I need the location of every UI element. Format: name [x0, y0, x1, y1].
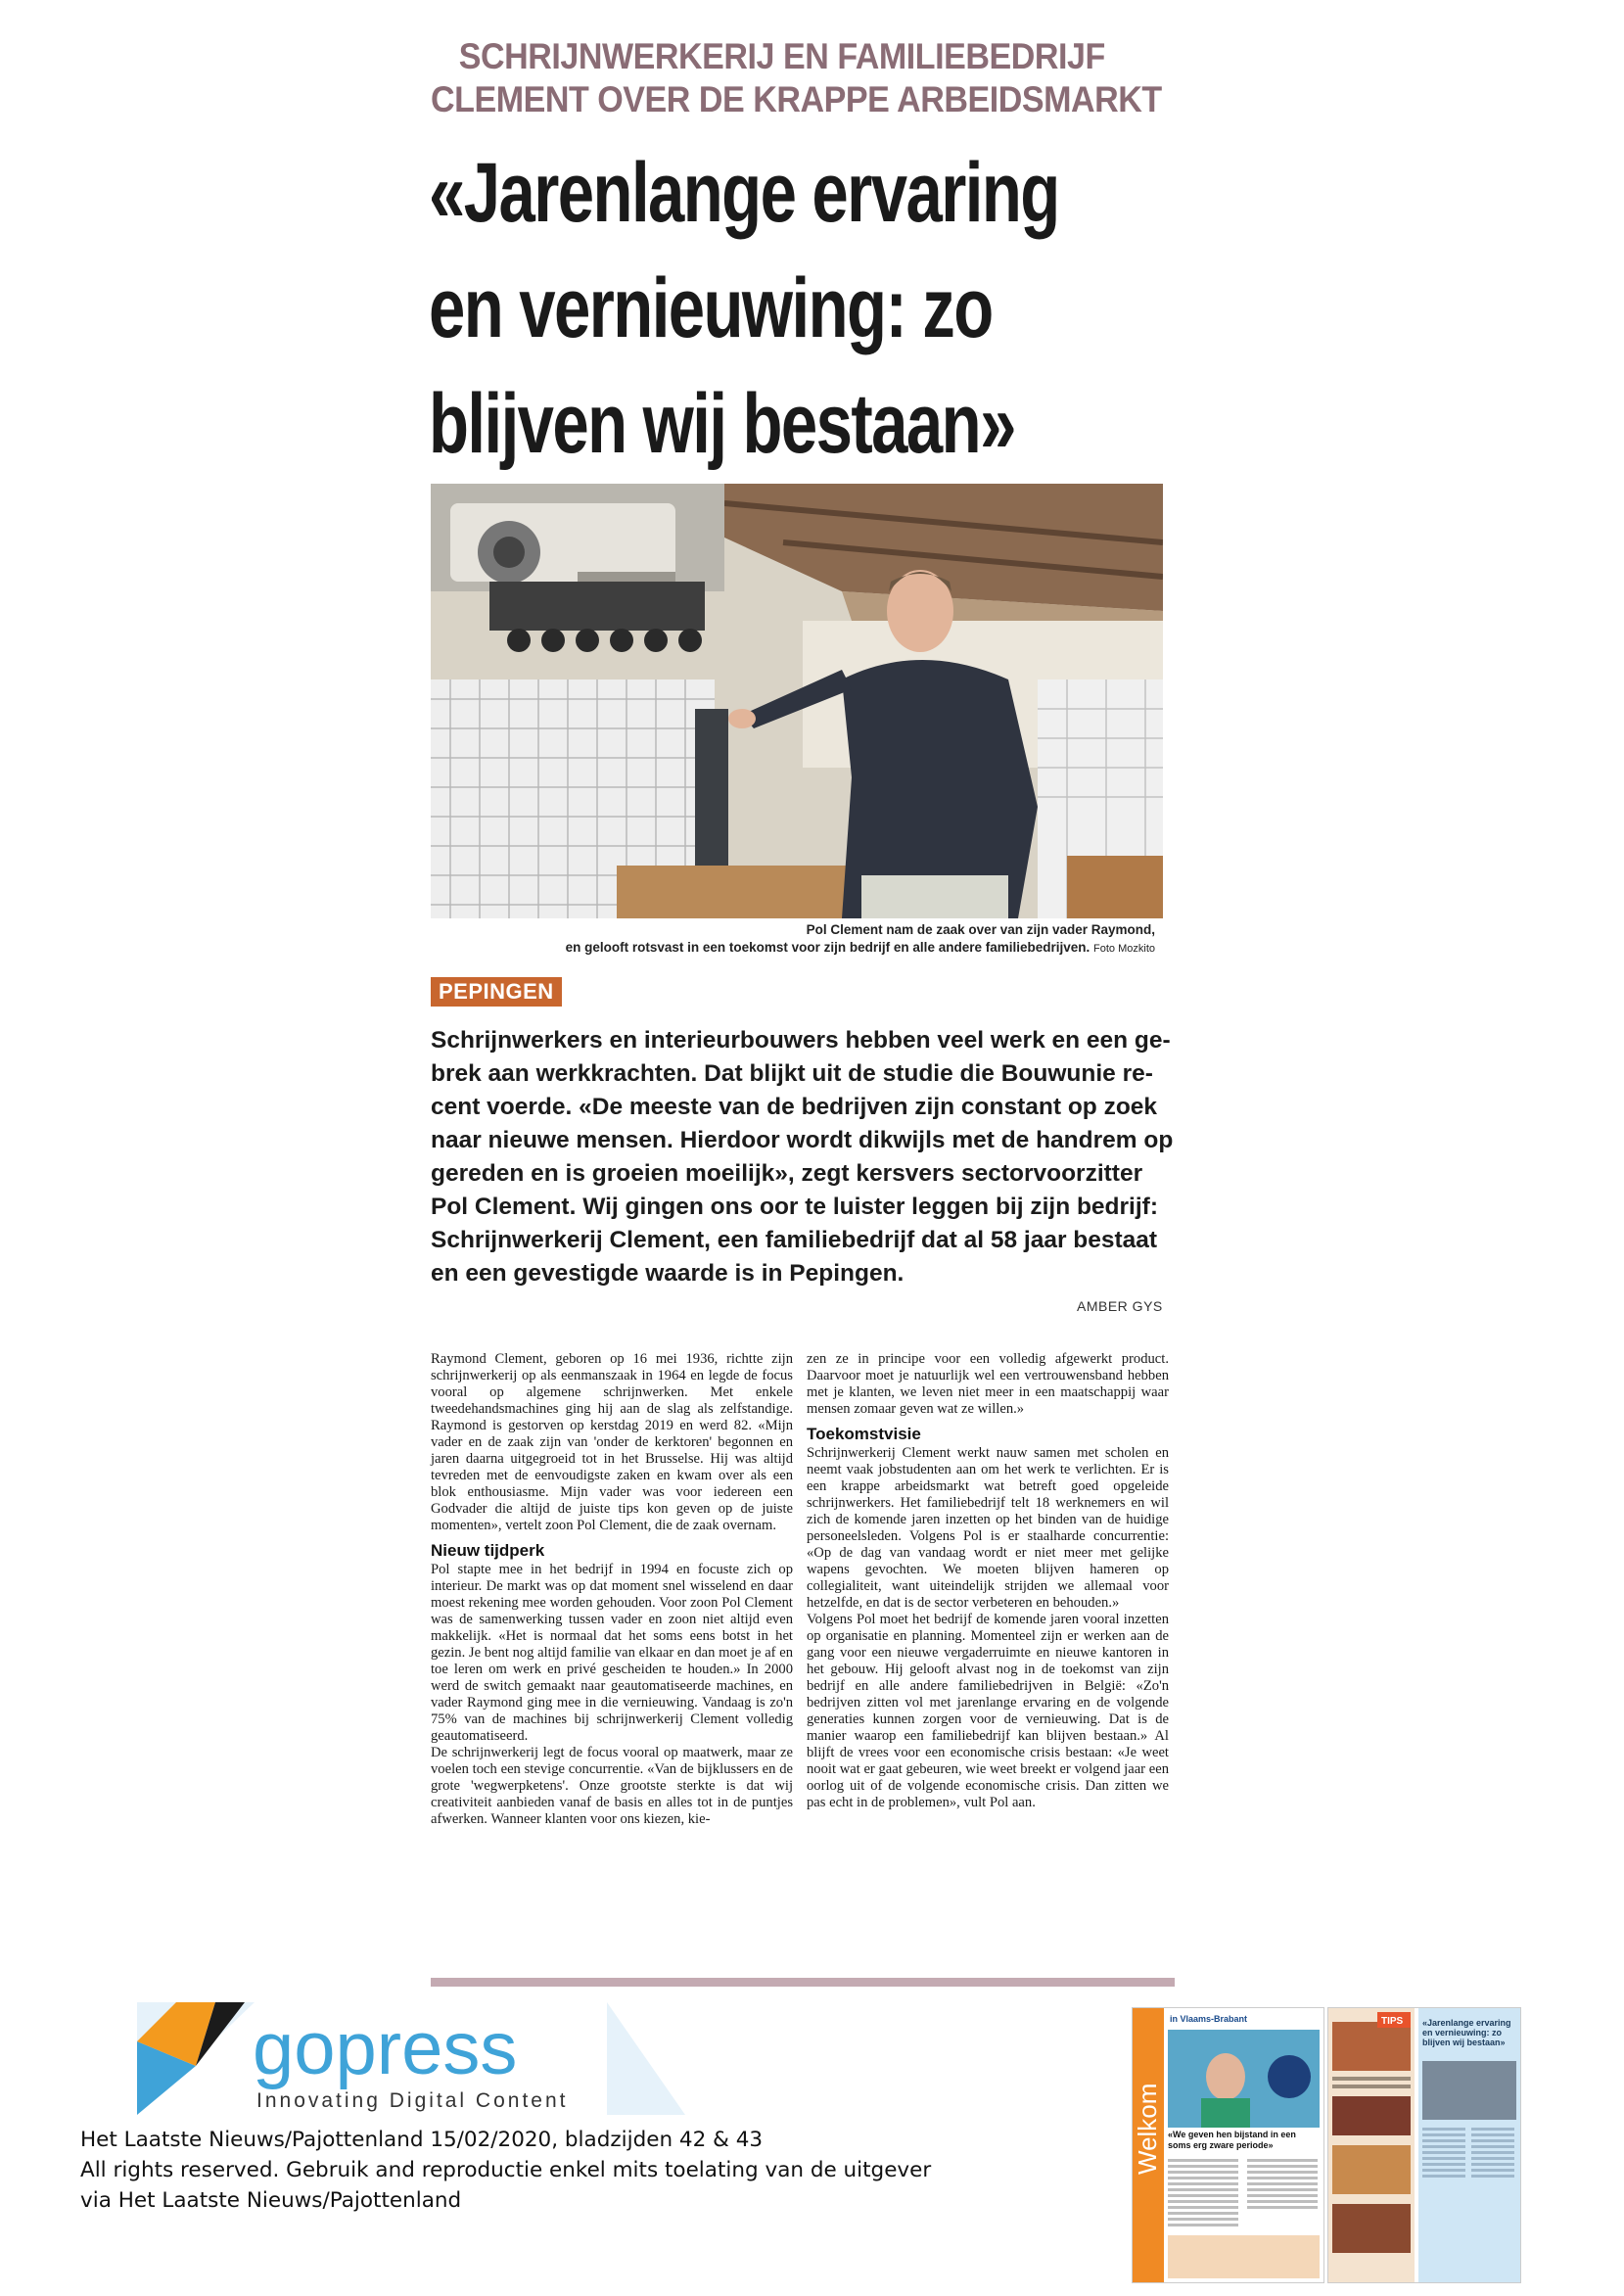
footer-line: All rights reserved. Gebruik and reproductie enkel mits toelating van de uitgever — [80, 2158, 932, 2182]
bottom-divider — [431, 1978, 1175, 1987]
lead-line: Pol Clement. Wij gingen ons oor te luister leggen bij zijn bedrijf: — [431, 1194, 1158, 1220]
article-photo — [431, 484, 1163, 918]
lead-line: gereden en is groeien moeilijk», zegt kersvers sectorvoorzitter — [431, 1160, 1143, 1187]
page-thumbnail-42[interactable] — [1132, 2007, 1324, 2283]
kicker-line-1: SCHRIJNWERKERIJ EN FAMILIEBEDRIJF — [458, 36, 1105, 76]
body-column-1 — [431, 1351, 793, 1828]
body-paragraph: Pol stapte mee in het bedrijf in 1994 en focuste zich op interieur. De markt was op dat moment snel wisselend en daar moest rekening mee worden gehouden. Voor zoon Pol Clement was de samenwerking tussen vader en zoon niet altijd even makkelijk. «Het is normaal dat het soms eens botst in het gezin. Je bent nog altijd familie van elkaar en dan moet je af en toe leren om werk en privé gescheiden te houden.» In 2000 werd de switch gemaakt naar geautomatiseerde machines, en vader Raymond ging mee in die vernieuwing. Vandaag is zo'n 75% van de machines bij schrijnwerkerij Clement volledig geautomatiseerd. — [431, 1562, 793, 1744]
caption-line-2 — [411, 939, 1155, 958]
lead-line: cent voerde. «De meeste van de bedrijven zijn constant op zoek — [431, 1094, 1158, 1120]
body-paragraph: Volgens Pol moet het bedrijf de komende jaren vooral inzetten op organisatie en planning. Momenteel zijn er werken aan de gang voor een nieuwe vergaderruimte en nieuwe kantoren in het gebouw. Hij gelooft alvast nog in de toekomst van zijn bedrijf en alle andere familiebedrijven in België: «Zo'n bedrijven zitten vol met jarenlange ervaring en de volgende generaties kunnen zorgen voor de vernieuwing. Dat is de manier waarop een familiebedrijf kan blijven bestaan.» Al blijft de vrees voor een economische crisis bestaan: «Je weet nooit wat er gaat gebeuren, wie weet breekt er volgend jaar een oorlog uit of de volgende economische crisis. Dan zitten we pas echt in de problemen», vult Pol aan. — [807, 1612, 1169, 1810]
workshop-photo-illustration — [431, 484, 1163, 918]
gopress-logo — [137, 1997, 734, 2120]
headline-line-3: blijven wij bestaan» — [429, 377, 1015, 471]
thumbnail-43-illustration — [1328, 2008, 1520, 2282]
logo-wordmark: gopress — [253, 2007, 518, 2090]
thumbnail-section-label: Welkom — [1133, 2083, 1162, 2175]
lead-line: Schrijnwerkers en interieurbouwers hebben veel werk en een ge- — [431, 1027, 1171, 1054]
location-tag: PEPINGEN — [431, 977, 562, 1007]
thumbnail-badge: TIPS — [1381, 2016, 1404, 2027]
headline-line-1: «Jarenlange ervaring — [429, 146, 1059, 240]
headline-line-2: en vernieuwing: zo — [429, 261, 993, 355]
thumbnail-headline: «We geven hen bijstand in een soms erg zware periode» — [1168, 2130, 1296, 2150]
lead-line: en een gevestigde waarde is in Pepingen. — [431, 1260, 905, 1287]
lead-line: brek aan werkkrachten. Dat blijkt uit de studie die Bouwunie re- — [431, 1060, 1153, 1087]
lead-paragraph — [431, 1024, 1175, 1290]
footer-line: Het Laatste Nieuws/Pajottenland 15/02/2020, bladzijden 42 & 43 — [80, 2128, 764, 2152]
author-byline: AMBER GYS — [1077, 1298, 1163, 1314]
kicker-line-2: CLEMENT OVER DE KRAPPE ARBEIDSMARKT — [431, 79, 1162, 119]
lead-line: Schrijnwerkerij Clement, een familiebedrijf dat al 58 jaar bestaat — [431, 1227, 1158, 1253]
thumbnail-42-illustration — [1133, 2008, 1323, 2282]
footer-line: via Het Laatste Nieuws/Pajottenland — [80, 2188, 462, 2213]
thumbnail-masthead: in Vlaams-Brabant — [1170, 2014, 1248, 2024]
body-paragraph: zen ze in principe voor een volledig afgewerkt product. Daarvoor moet je natuurlijk wel een vertrouwensband hebben met je klanten, we leven niet meer in een maatschappij waar mensen zomaar geven wat ze willen.» — [807, 1351, 1169, 1417]
article-headline — [429, 135, 1059, 482]
subheading-toekomstvisie: Toekomstvisie — [807, 1425, 921, 1443]
gopress-logo-mark — [137, 1997, 734, 2120]
subheading-nieuw-tijdperk: Nieuw tijdperk — [431, 1541, 545, 1560]
logo-tagline: Innovating Digital Content — [256, 2089, 569, 2112]
body-column-2 — [807, 1351, 1169, 1811]
photo-credit: Foto Mozkito — [1093, 943, 1155, 955]
page-thumbnail-43[interactable] — [1327, 2007, 1521, 2283]
lead-line: naar nieuwe mensen. Hierdoor wordt dikwijls met de handrem op — [431, 1127, 1174, 1153]
article-kicker — [431, 35, 1162, 121]
source-footer — [80, 2125, 1020, 2216]
body-paragraph: Raymond Clement, geboren op 16 mei 1936, richtte zijn schrijnwerkerij op als eenmanszaak in 1964 en legde de focus vooral op algemene schrijnwerken. Met enkele tweedehandsmachines ging hij aan de slag als zelfstandige. Raymond is gestorven op kerstdag 2019 en werd 82. «Mijn vader en de zaak zijn van 'onder de kerktoren' begonnen en jaren daarna uitgegroeid tot in het Brusselse. Hij was altijd tevreden met de eenvoudigste zaken en kwam over als een blok enthousiasme. Mijn vader was voor iedereen een Godvader die altijd de juiste tips kon geven op de juiste momenten», vertelt zoon Pol Clement, die de zaak overnam. — [431, 1351, 793, 1533]
caption-line-2-text: en gelooft rotsvast in een toekomst voor zijn bedrijf en alle andere familiebedrijven. — [565, 940, 1090, 955]
body-paragraph: Schrijnwerkerij Clement werkt nauw samen met scholen en neemt vaak jobstudenten aan om het werk te verlichten. Er is een krappe arbeidsmarkt wat betreft goed opgeleide schrijnwerkers. Het familiebedrijf telt 18 werknemers en wil zich de komende jaren inzetten op het binden van de huidige personeelsleden. Volgens Pol is er staalharde concurrentie: «Op de dag van vandaag wordt er niet meer met gelijke wapens gevochten. We moeten blijven hameren op collegialiteit, want uiteindelijk strijden we allemaal voor hetzelfde, en dat is de sector verbeteren en behouden.» — [807, 1445, 1169, 1611]
photo-caption — [411, 921, 1155, 958]
body-paragraph: De schrijnwerkerij legt de focus vooral op maatwerk, maar ze voelen toch een stevige concurrentie. «Van de bijklussers en de grote 'wegwerpketens'. Onze grootste sterkte is dat wij creativiteit aanbieden vanaf de basis en alles tot in de puntjes afwerken. Wanneer klanten voor ons kiezen, kie- — [431, 1745, 793, 1827]
caption-line-1: Pol Clement nam de zaak over van zijn vader Raymond, — [806, 922, 1155, 937]
thumbnail-headline: «Jarenlange ervaring en vernieuwing: zo blijven wij bestaan» — [1422, 2018, 1511, 2047]
